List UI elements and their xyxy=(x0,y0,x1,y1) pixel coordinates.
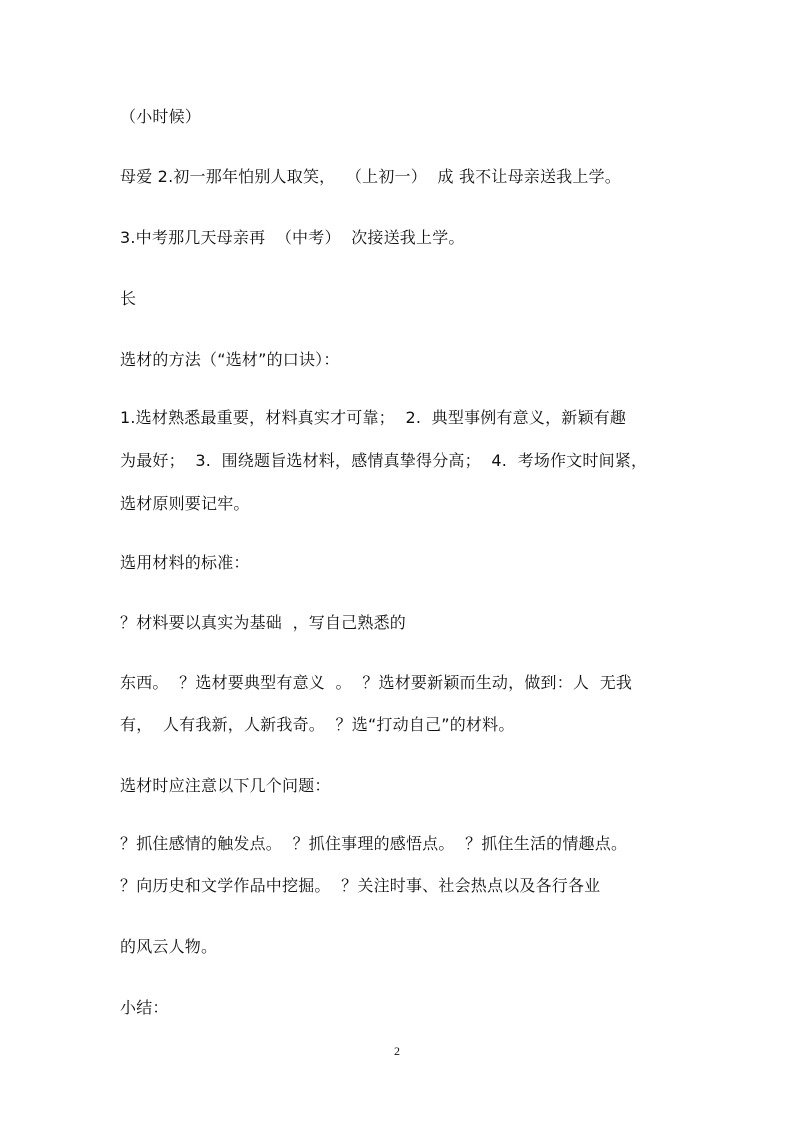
text-line-10: ？材料要以真实为基础 ，写自己熟悉的 xyxy=(120,613,406,632)
text-line-14: ？抓住感情的触发点。 ？抓住事理的感悟点。 ？抓住生活的情趣点。 xyxy=(120,834,628,853)
text-line-9: 选用材料的标准： xyxy=(120,553,250,572)
text-line-8: 选材原则要记牢。 xyxy=(120,494,250,513)
text-line-15: ？向历史和文学作品中挖掘。 ？关注时事、社会热点以及各行各业 xyxy=(120,876,601,895)
text-line-16: 的风云人物。 xyxy=(120,937,218,956)
text-line-11: 东西。 ？选材要典型有意义 。 ？选材要新颖而生动，做到：人 无我 xyxy=(120,673,633,692)
text-line-4: 长 xyxy=(120,289,137,308)
text-line-1: （小时候） xyxy=(120,107,202,126)
text-line-12: 有， 人有我新，人新我奇。 ？选“打动自己”的材料。 xyxy=(120,715,515,734)
text-line-13: 选材时应注意以下几个问题： xyxy=(120,776,331,795)
text-line-7: 为最好； 3. 围绕题旨选材料，感情真挚得分高； 4. 考场作文时间紧， xyxy=(120,451,648,470)
text-line-17: 小结： xyxy=(120,998,169,1017)
text-line-6: 1.选材熟悉最重要，材料真实才可靠； 2. 典型事例有意义，新颖有趣 xyxy=(120,408,627,427)
text-line-3: 3.中考那几天母亲再 （中考） 次接送我上学。 xyxy=(120,228,465,247)
page-number: 2 xyxy=(394,1044,400,1058)
text-line-2: 母爱 2.初一那年怕别人取笑， （上初一） 成 我不让母亲送我上学。 xyxy=(120,167,621,186)
text-line-5: 选材的方法（“选材”的口诀）： xyxy=(120,350,340,369)
